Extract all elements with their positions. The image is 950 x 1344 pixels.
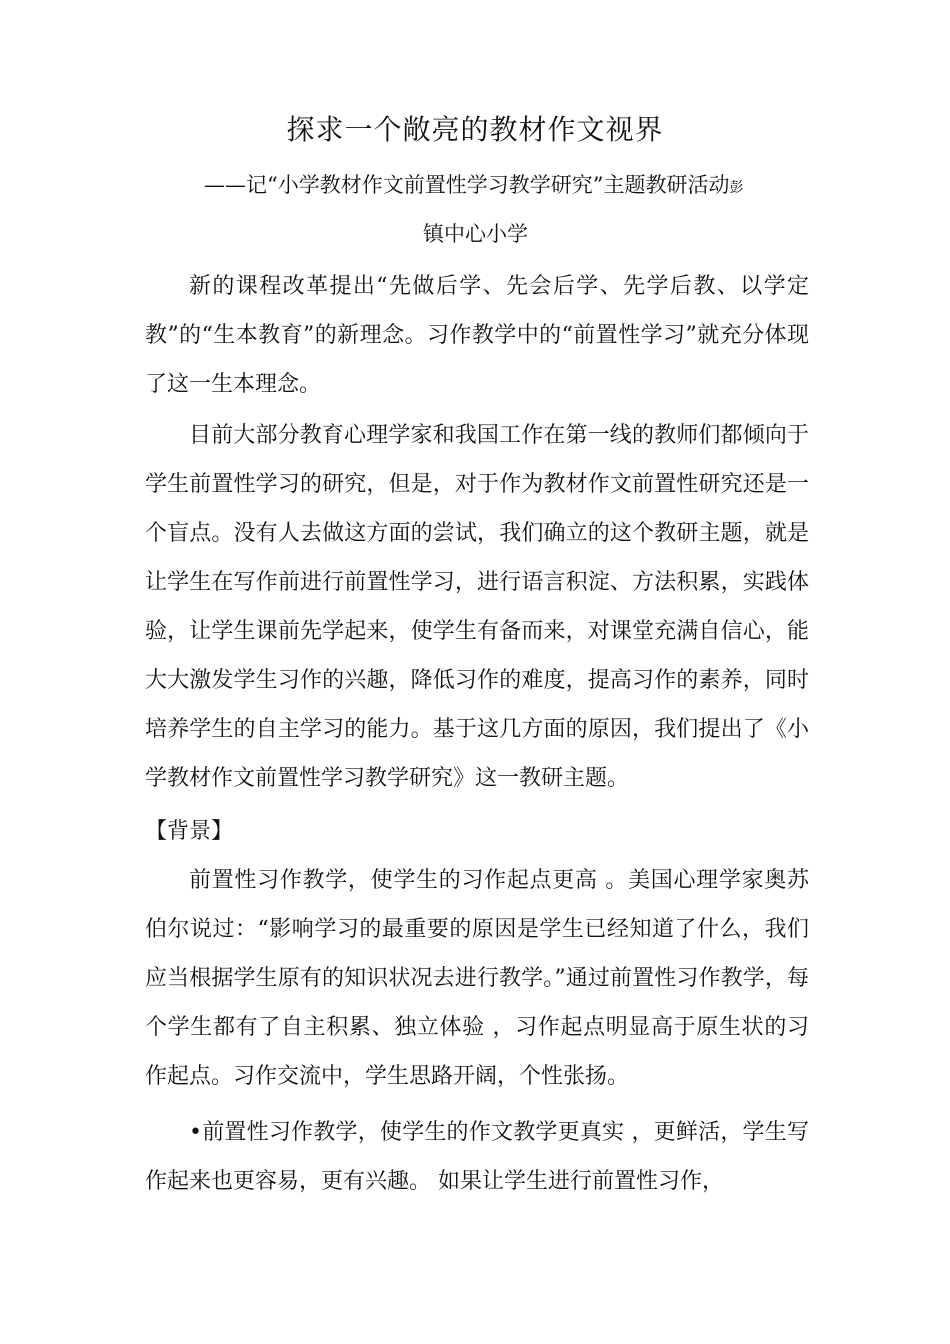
body-paragraph: 目前大部分教育心理学家和我国工作在第一线的教师们都倾向于学生前置性学习的研究，但是，对于作为教材作文前置性研究还是一个盲点。没有人去做这方面的尝试，我们确立的这个教研主题，就是让学生在写作前进行前置性学习，进行语言积淀、方法积累，实践体验，让学生课前先学起来，使学生有备而来，对课堂充满自信心，能大大激发学生习作的兴趣，降低习作的难度，提高习作的素养，同时培养学生的自主学习的能力。基于这几方面的原因，我们提出了《小学教材作文前置性学习教学研究》这一教研主题。 — [145, 423, 809, 791]
subtitle-tail: 彭 — [729, 180, 744, 196]
subtitle-school: 镇中心小学 — [423, 222, 528, 246]
document-title: 探求一个敞亮的教材作文视界 — [286, 113, 664, 146]
subtitle-main: ——记“小学教材作文前置性学习教学研究”主题教研活动 — [204, 173, 730, 197]
document-subtitle — [204, 170, 814, 203]
body-paragraph: 新的课程改革提出“先做后学、先会后学、先学后教、以学定教”的“生本教育”的新理念。习作教学中的“前置性学习”就充分体现了这一生本理念。 — [145, 274, 809, 397]
background-paragraph: 前置性习作教学，使学生的习作起点更高 。美国心理学家奥苏伯尔说过：“影响学习的最重要的原因是学生已经知道了什么，我们应当根据学生原有的知识状况去进行教学。”通过前置性习作教学，每个学生都有了自主积累、独立体验 ，习作起点明显高于原生状的习作起点。习作交流中，学生思路开阔，个性张扬。 — [145, 868, 809, 1089]
background-paragraph: •前置性习作教学，使学生的作文教学更真实 ，更鲜活，学生写作起来也更容易，更有兴趣。 如果让学生进行前置性习作， — [145, 1120, 809, 1194]
section-heading: 【背景】 — [145, 819, 234, 844]
